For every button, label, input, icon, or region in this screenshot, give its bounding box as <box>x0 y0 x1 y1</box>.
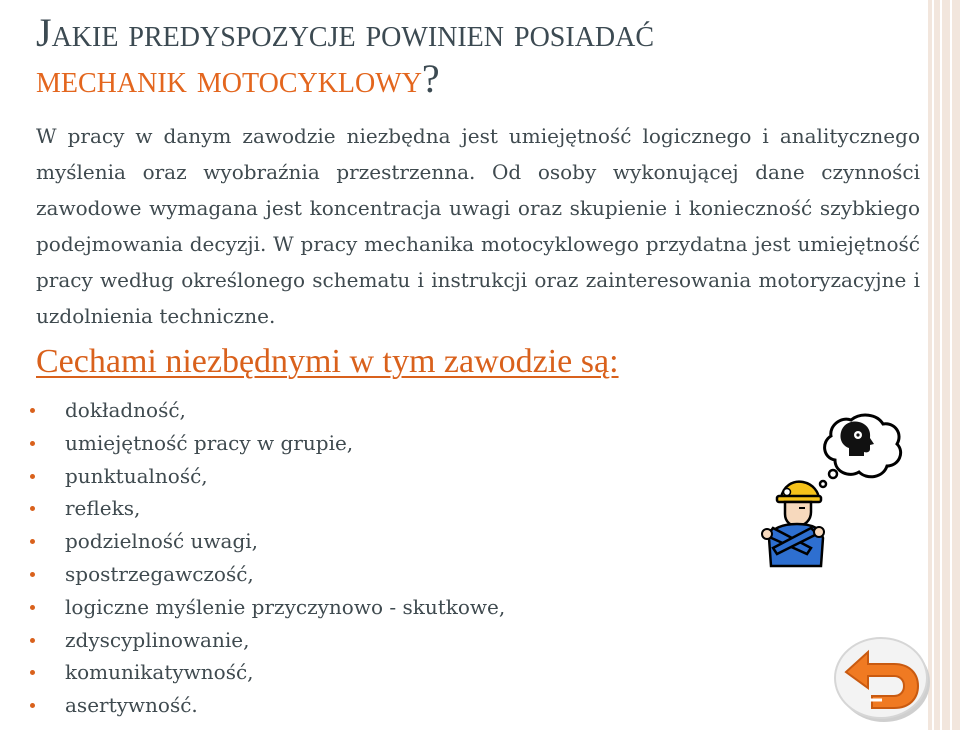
list-item-text: asertywność. <box>65 693 198 718</box>
decorative-right-border <box>928 0 960 730</box>
bullet-icon <box>30 441 35 446</box>
list-item <box>30 460 505 493</box>
list-item <box>30 624 505 657</box>
title-line-2: mechanik motocyklowy <box>36 56 422 101</box>
bullet-icon <box>30 474 35 479</box>
list-item <box>30 427 505 460</box>
list-item <box>30 656 505 689</box>
list-item <box>30 558 505 591</box>
bullet-icon <box>30 506 35 511</box>
traits-heading: Cechami niezbędnymi w tym zawodzie są: <box>36 343 619 380</box>
bullet-icon <box>30 670 35 675</box>
list-item-text: dokładność, <box>65 398 186 422</box>
bullet-icon <box>30 703 35 708</box>
bullet-icon <box>30 539 35 544</box>
list-item-text: podzielność uwagi, <box>65 529 259 554</box>
bullet-icon <box>30 572 35 577</box>
thinking-mechanic-icon <box>755 412 905 576</box>
traits-list <box>30 394 505 722</box>
list-item-text: umiejętność pracy w grupie, <box>65 430 354 455</box>
bullet-icon <box>30 638 35 643</box>
bullet-icon <box>30 605 35 610</box>
list-item-text: zdyscyplinowanie, <box>65 627 250 652</box>
title-question-mark: ? <box>421 56 440 101</box>
list-item <box>30 591 505 624</box>
list-item-text: punktualność, <box>65 463 208 488</box>
bullet-icon <box>30 408 35 413</box>
list-item <box>30 689 505 722</box>
list-item <box>30 492 505 525</box>
back-button[interactable] <box>826 626 936 730</box>
list-item-text: komunikatywność, <box>65 660 254 685</box>
list-item-text: spostrzegawczość, <box>65 561 254 586</box>
intro-paragraph: W pracy w danym zawodzie niezbędna jest umiejętność logicznego i analitycznego myślenia oraz wyobraźnia przestrzenna. Od osoby wykonującej dane czynności zawodowe wymagana jest koncentracja uwagi oraz skupienie i konieczność szybkiego podejmowania decyzji. W pracy mechanika motocyklowego przydatna jest umiejętność pracy według określonego schematu i instrukcji oraz zainteresowania motoryzacyjne i uzdolnienia techniczne. <box>36 124 920 328</box>
title-line-1: Jakie predyspozycje powinien posiadać <box>36 10 655 55</box>
back-arrow-icon <box>826 626 936 726</box>
list-item-text: logiczne myślenie przyczynowo - skutkowe, <box>65 594 506 619</box>
slide-title <box>36 10 896 102</box>
list-item <box>30 394 505 427</box>
list-item <box>30 525 505 558</box>
list-item-text: refleks, <box>65 496 141 521</box>
